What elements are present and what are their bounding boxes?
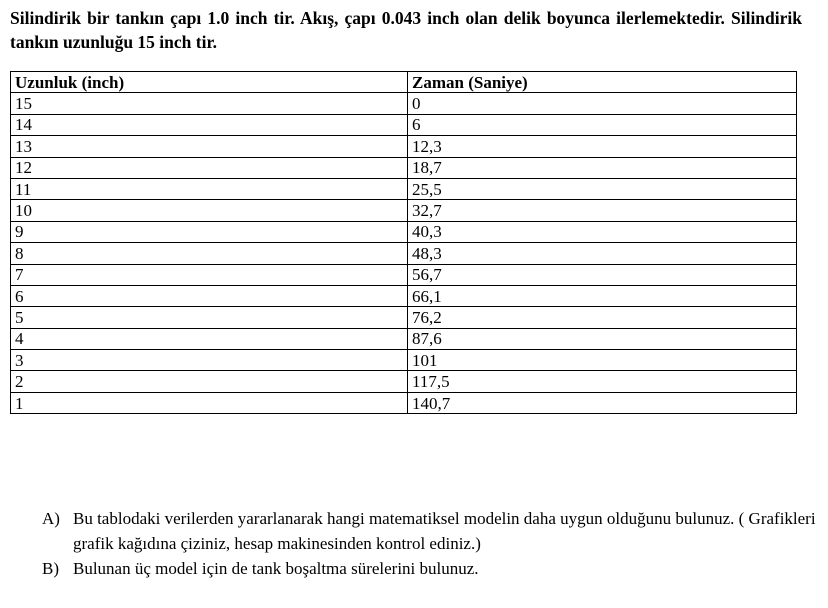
intro-paragraph: Silindirik bir tankın çapı 1.0 inch tir. Akış, çapı 0.043 inch olan delik boyunca ilerlemektedir. Silindirik tankın uzunluğu 15 inch tir. xyxy=(10,8,802,52)
data-table xyxy=(10,71,797,414)
table-row xyxy=(11,350,797,371)
length-cell: 13 xyxy=(11,136,408,157)
length-cell: 11 xyxy=(11,178,408,199)
time-cell: 101 xyxy=(408,350,797,371)
time-cell: 48,3 xyxy=(408,243,797,264)
table-row xyxy=(11,392,797,413)
table-row xyxy=(11,136,797,157)
table-row xyxy=(11,114,797,135)
time-cell: 66,1 xyxy=(408,285,797,306)
time-cell: 56,7 xyxy=(408,264,797,285)
table-row xyxy=(11,178,797,199)
table-row xyxy=(11,264,797,285)
table-row xyxy=(11,93,797,114)
question-a xyxy=(42,506,822,556)
table-row xyxy=(11,243,797,264)
time-cell: 32,7 xyxy=(408,200,797,221)
length-cell: 15 xyxy=(11,93,408,114)
time-cell: 40,3 xyxy=(408,221,797,242)
table-row xyxy=(11,221,797,242)
length-cell: 14 xyxy=(11,114,408,135)
question-list xyxy=(42,506,822,581)
question-a-text: Bu tablodaki verilerden yararlanarak hangi matematiksel modelin daha uygun olduğunu bulunuz. ( Grafikleri grafik kağıdına çiziniz, hesap makinesinden kontrol ediniz.) xyxy=(73,509,816,553)
length-cell: 9 xyxy=(11,221,408,242)
time-cell: 87,6 xyxy=(408,328,797,349)
length-cell: 3 xyxy=(11,350,408,371)
time-cell: 6 xyxy=(408,114,797,135)
length-cell: 12 xyxy=(11,157,408,178)
question-a-marker: A) xyxy=(42,509,60,528)
time-cell: 140,7 xyxy=(408,392,797,413)
time-cell: 12,3 xyxy=(408,136,797,157)
table-row xyxy=(11,200,797,221)
time-cell: 117,5 xyxy=(408,371,797,392)
question-b-marker: B) xyxy=(42,559,59,578)
header-length: Uzunluk (inch) xyxy=(11,72,408,93)
length-cell: 10 xyxy=(11,200,408,221)
length-cell: 1 xyxy=(11,392,408,413)
table-row xyxy=(11,285,797,306)
length-cell: 6 xyxy=(11,285,408,306)
table-row xyxy=(11,328,797,349)
table-header-row xyxy=(11,72,797,93)
time-cell: 18,7 xyxy=(408,157,797,178)
time-cell: 76,2 xyxy=(408,307,797,328)
length-cell: 7 xyxy=(11,264,408,285)
table-row xyxy=(11,157,797,178)
length-cell: 5 xyxy=(11,307,408,328)
question-b xyxy=(42,556,822,581)
table-body xyxy=(11,93,797,414)
header-time: Zaman (Saniye) xyxy=(408,72,797,93)
length-cell: 4 xyxy=(11,328,408,349)
table-row xyxy=(11,371,797,392)
length-cell: 8 xyxy=(11,243,408,264)
time-cell: 0 xyxy=(408,93,797,114)
table-row xyxy=(11,307,797,328)
time-cell: 25,5 xyxy=(408,178,797,199)
question-b-text: Bulunan üç model için de tank boşaltma sürelerini bulunuz. xyxy=(73,559,479,578)
length-cell: 2 xyxy=(11,371,408,392)
